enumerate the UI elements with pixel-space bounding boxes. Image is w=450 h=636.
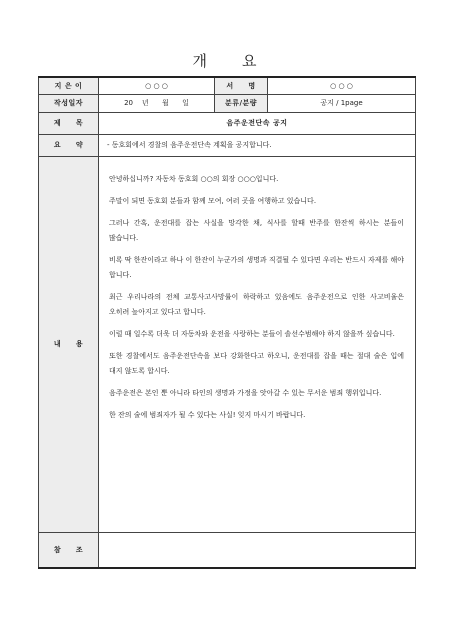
content-label: 내 용	[39, 156, 99, 532]
date-row	[39, 94, 416, 112]
document-title	[0, 50, 450, 71]
signature-value: ○ ○ ○	[268, 77, 416, 94]
author-label: 지 은 이	[39, 77, 99, 94]
content-paragraph: 비록 딱 한잔이라고 하나 이 한잔이 누군가의 생명과 직결될 수 있다면 우리는 반드시 자제를 해야 합니다.	[109, 255, 404, 279]
summary-value: - 동호회에서 경찰의 음주운전단속 계획을 공지합니다.	[99, 134, 416, 156]
reference-value	[99, 532, 416, 568]
date-value: 20 년 월 일	[99, 94, 215, 112]
content-paragraph: 한 잔의 술에 범죄자가 될 수 있다는 사실! 잊지 마시기 바랍니다.	[109, 410, 306, 419]
content-paragraph: 이럴 때 일수록 더욱 더 자동차와 운전을 사랑하는 분들이 솔선수범해야 하지 않을까 싶습니다.	[109, 329, 395, 338]
author-value: ○ ○ ○	[99, 77, 215, 94]
title-char-1: 개	[192, 52, 208, 70]
content-paragraph: 또한 경찰에서도 음주운전단속을 보다 강화한다고 하오니, 운전대를 잡을 때는 절대 술은 입에 대지 않도록 합시다.	[109, 351, 404, 375]
subject-value: 음주운전단속 공지	[99, 112, 416, 134]
author-row	[39, 77, 416, 94]
content-paragraph: 최근 우리나라의 전체 교통사고사망률이 하락하고 있음에도 음주운전으로 인한 사고비율은 오히려 높아지고 있다고 합니다.	[109, 292, 404, 316]
summary-label: 요 약	[39, 134, 99, 156]
content-paragraph: 음주운전은 본인 뿐 아니라 타인의 생명과 가정을 앗아갈 수 있는 무서운 범죄 행위입니다.	[109, 388, 382, 397]
content-body	[99, 156, 416, 532]
content-paragraph: 주말이 되면 동호회 분들과 함께 모여, 여러 곳을 여행하고 있습니다.	[109, 196, 317, 205]
title-char-2: 요	[242, 52, 258, 70]
overview-form-table	[38, 76, 416, 569]
signature-label: 서 명	[215, 77, 268, 94]
subject-label: 제 목	[39, 112, 99, 134]
date-label: 작성일자	[39, 94, 99, 112]
content-row	[39, 156, 416, 532]
summary-row	[39, 134, 416, 156]
reference-label: 참 조	[39, 532, 99, 568]
category-value: 공지 / 1page	[268, 94, 416, 112]
reference-row	[39, 532, 416, 568]
subject-row	[39, 112, 416, 134]
content-paragraph: 안녕하십니까? 자동차 동호회 ○○의 회장 ○○○입니다.	[109, 174, 279, 183]
content-paragraph: 그러나 간혹, 운전대를 잡는 사실을 망각한 채, 식사를 할때 반주를 한잔씩 하시는 분들이 많습니다.	[109, 218, 404, 242]
category-label: 분류/분량	[215, 94, 268, 112]
